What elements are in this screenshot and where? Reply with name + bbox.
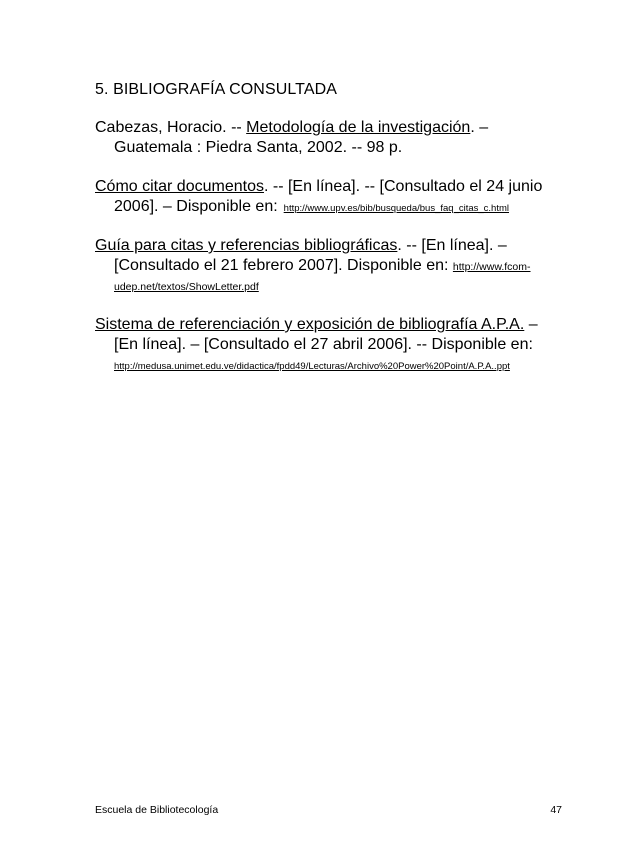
entry-details: . -- [En línea]. -- [Consultado el 24 junio 2006]. – Disponible en: — [114, 178, 543, 215]
section-title: 5. BIBLIOGRAFÍA CONSULTADA — [95, 81, 338, 98]
entry-title: Guía para citas y referencias bibliográficas — [95, 237, 398, 254]
page-number: 47 — [550, 804, 562, 816]
page-footer — [95, 802, 565, 818]
bibliography-entry — [95, 315, 565, 375]
bibliography-entry — [95, 236, 565, 296]
entry-details: . -- [En línea]. – [Consultado el 21 febrero 2007]. Disponible en: — [114, 237, 507, 274]
footer-institution: Escuela de Bibliotecología — [95, 804, 219, 816]
entry-author: Cabezas, Horacio. -- — [95, 119, 247, 136]
entry-url-link[interactable]: http://www.upv.es/bib/busqueda/bus_faq_citas_c.html — [283, 203, 509, 214]
entry-title: Sistema de referenciación y exposición de bibliografía A.P.A. — [95, 316, 525, 333]
entry-title: Cómo citar documentos — [95, 178, 264, 195]
entry-details: – [En línea]. – [Consultado el 27 abril 2006]. -- Disponible en: — [114, 316, 538, 353]
page-content — [95, 80, 565, 394]
entry-title: Metodología de la investigación — [246, 119, 471, 136]
entry-details: . – Guatemala : Piedra Santa, 2002. -- 98 p. — [114, 119, 489, 156]
bibliography-entry — [95, 177, 565, 217]
entry-url-link[interactable]: http://www.fcom-udep.net/textos/ShowLetter.pdf — [114, 261, 531, 293]
entry-url-link[interactable]: http://medusa.unimet.edu.ve/didactica/fpdd49/Lecturas/Archivo%20Power%20Point/A.P.A..ppt — [114, 361, 510, 372]
bibliography-entry — [95, 118, 565, 158]
